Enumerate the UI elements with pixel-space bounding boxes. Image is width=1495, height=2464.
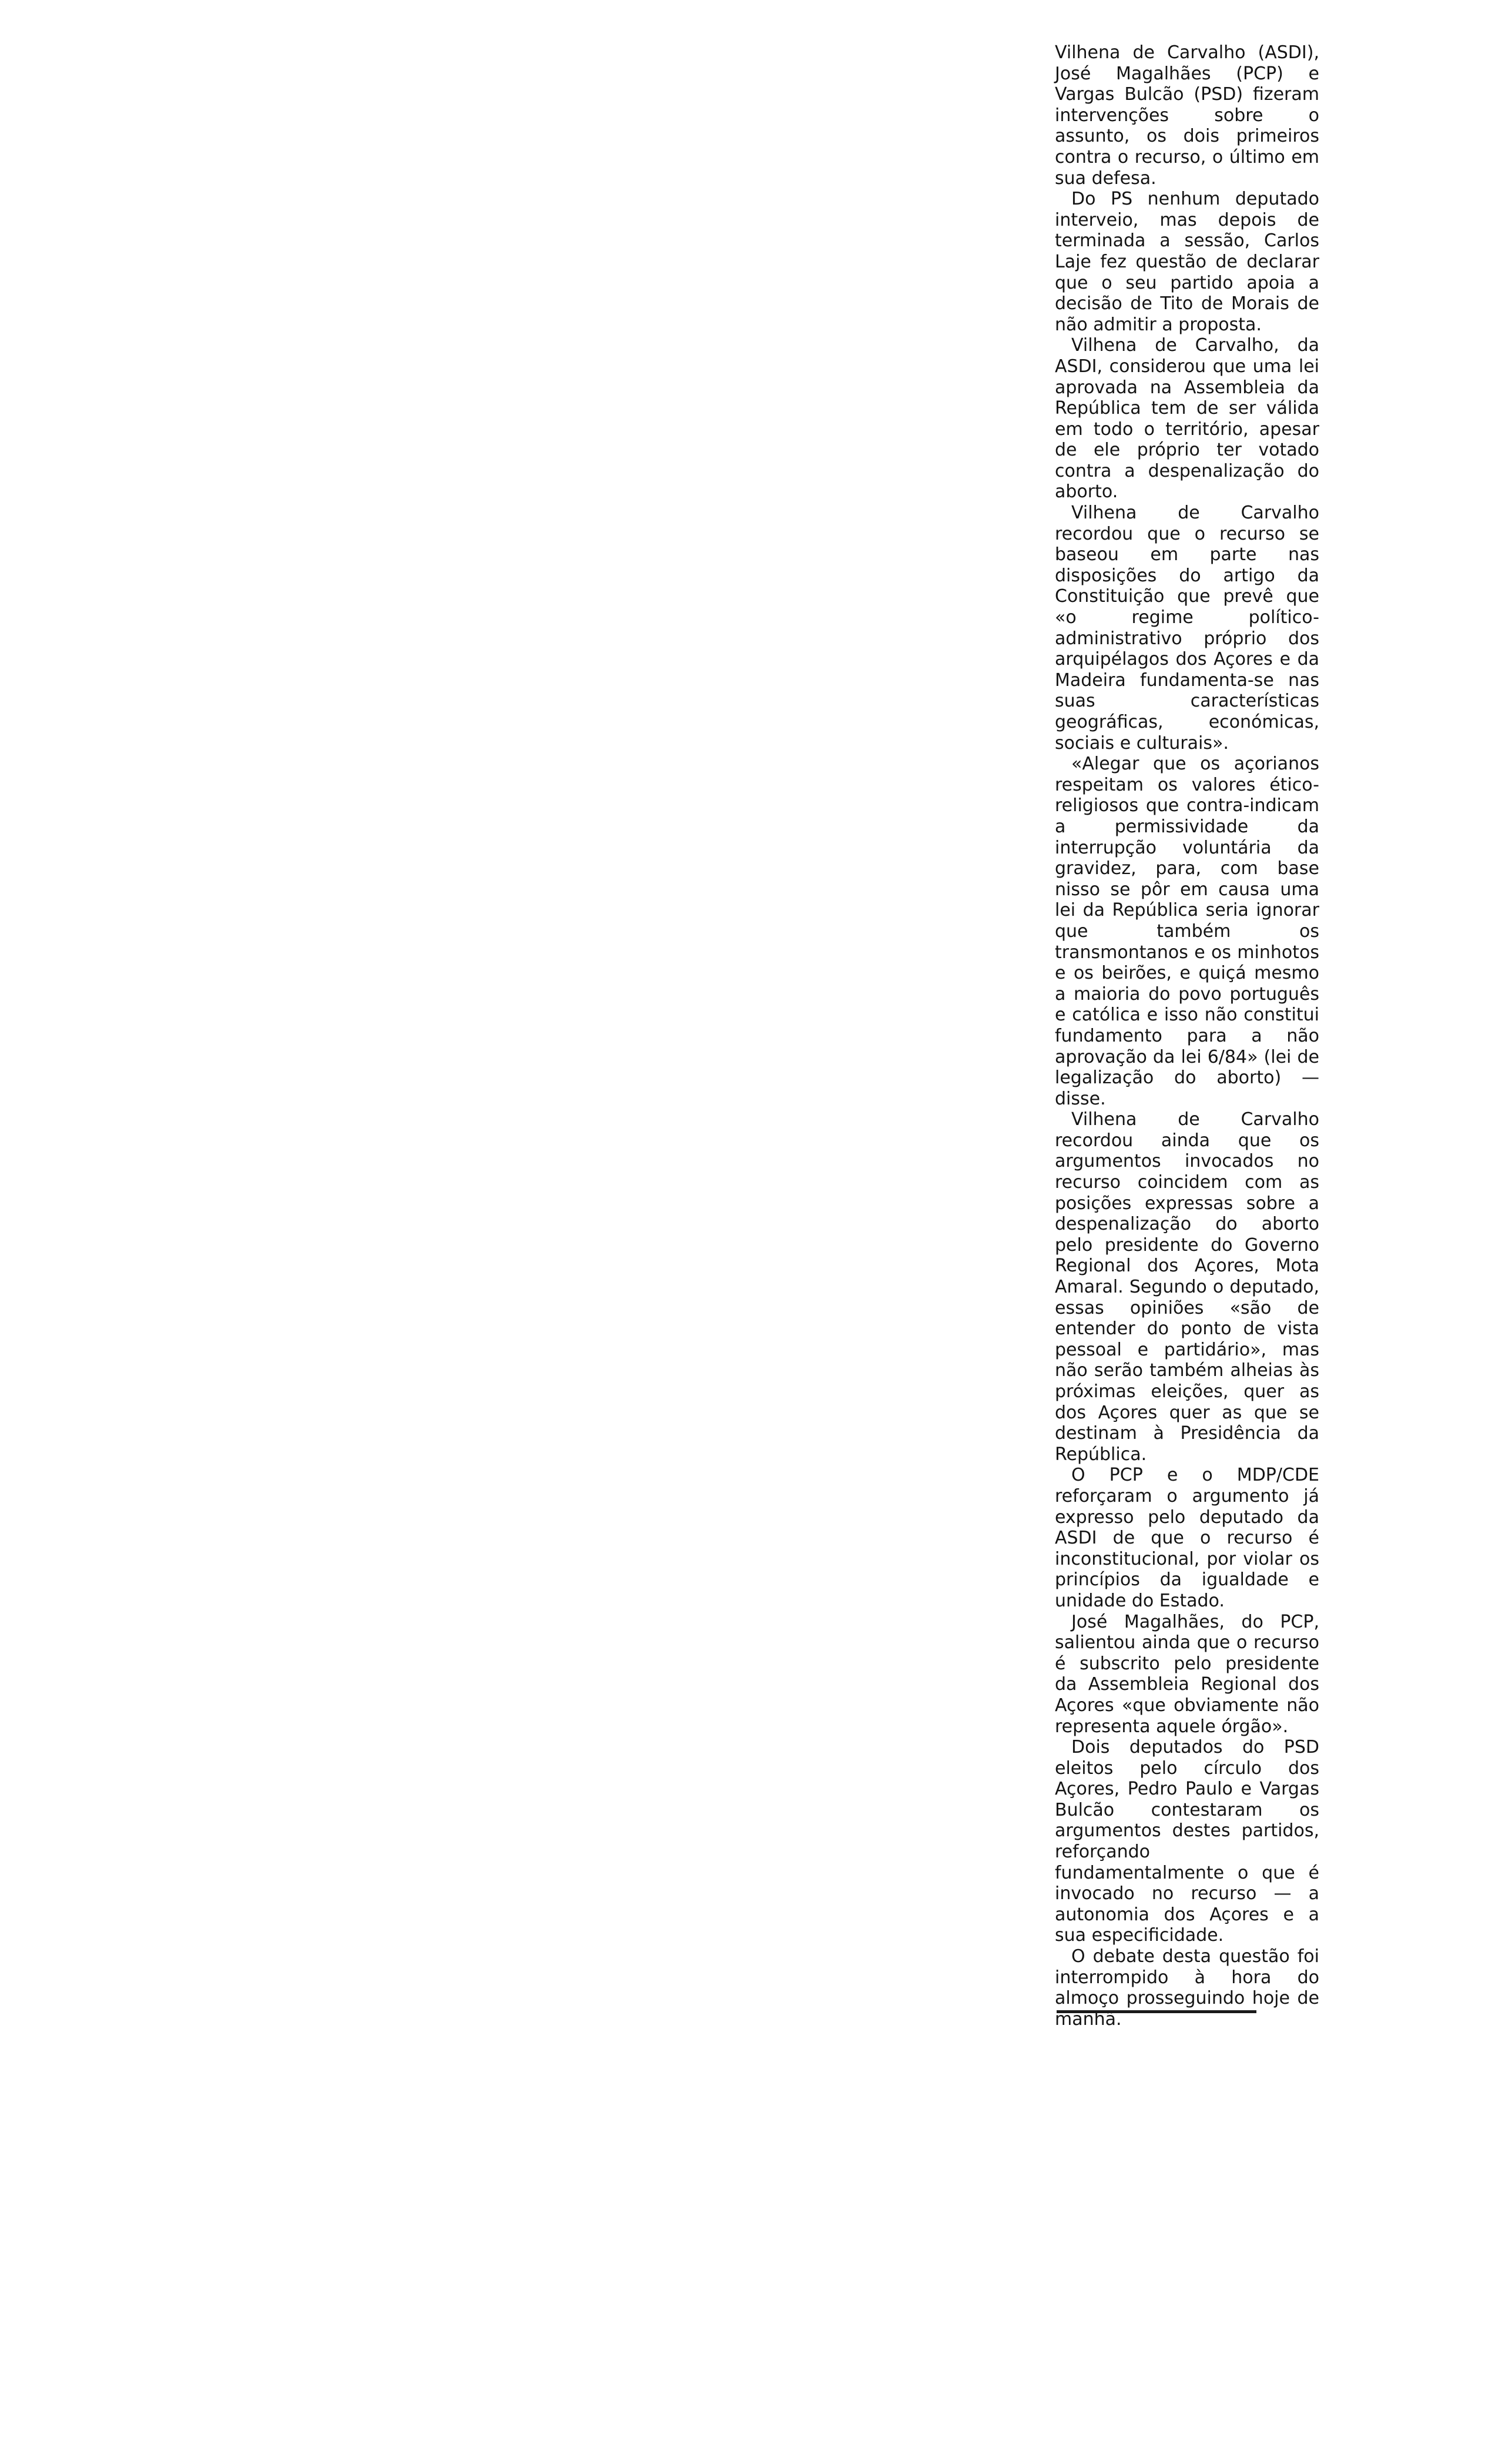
article-paragraph: Vilhena de Carvalho (ASDI), José Magalhães (PCP) e Vargas Bulcão (PSD) fizeram intervenções sobre o assunto, os dois primeiros contra o recurso, o último em sua defesa. bbox=[1055, 42, 1319, 189]
article-paragraph: «Alegar que os açorianos respeitam os valores ético-religiosos que contra-indicam a permissividade da interrupção voluntária da gravidez, para, com base nisso se pôr em causa uma lei da República seria ignorar que também os transmontanos e os minhotos e os beirões, e quiçá mesmo a maioria do povo português e católica e isso não constitui fundamento para a não aprovação da lei 6/84» (lei de legalização do aborto) — disse. bbox=[1055, 754, 1319, 1109]
article-paragraph: Dois deputados do PSD eleitos pelo círculo dos Açores, Pedro Paulo e Vargas Bulcão contestaram os argumentos destes partidos, reforçando fundamentalmente o que é invocado no recurso — a autonomia dos Açores e a sua especificidade. bbox=[1055, 1737, 1319, 1946]
article-paragraph: Vilhena de Carvalho recordou que o recurso se baseou em parte nas disposições do artigo da Constituição que prevê que «o regime político-administrativo próprio dos arquipélagos dos Açores e da Madeira fundamenta-se nas suas características geográficas, económicas, sociais e culturais». bbox=[1055, 503, 1319, 754]
article-paragraph: Vilhena de Carvalho recordou ainda que os argumentos invocados no recurso coincidem com as posições expressas sobre a despenalização do aborto pelo presidente do Governo Regional dos Açores, Mota Amaral. Segundo o deputado, essas opiniões «são de entender do ponto de vista pessoal e partidário», mas não serão também alheias às próximas eleições, quer as dos Açores quer as que se destinam à Presidência da República. bbox=[1055, 1109, 1319, 1465]
end-of-article-rule bbox=[1057, 2010, 1256, 2013]
article-paragraph: O PCP e o MDP/CDE reforçaram o argumento já expresso pelo deputado da ASDI de que o recurso é inconstitucional, por violar os princípios da igualdade e unidade do Estado. bbox=[1055, 1465, 1319, 1611]
article-column bbox=[1055, 42, 1319, 2030]
article-paragraph: José Magalhães, do PCP, salientou ainda que o recurso é subscrito pelo presidente da Assembleia Regional dos Açores «que obviamente não representa aquele órgão». bbox=[1055, 1611, 1319, 1737]
article-paragraph: Vilhena de Carvalho, da ASDI, considerou que uma lei aprovada na Assembleia da República tem de ser válida em todo o território, apesar de ele próprio ter votado contra a despenalização do aborto. bbox=[1055, 335, 1319, 503]
article-paragraph: Do PS nenhum deputado interveio, mas depois de terminada a sessão, Carlos Laje fez questão de declarar que o seu partido apoia a decisão de Tito de Morais de não admitir a proposta. bbox=[1055, 189, 1319, 335]
article-paragraph: O debate desta questão foi interrompido à hora do almoço prosseguindo hoje de manhã. bbox=[1055, 1946, 1319, 2030]
